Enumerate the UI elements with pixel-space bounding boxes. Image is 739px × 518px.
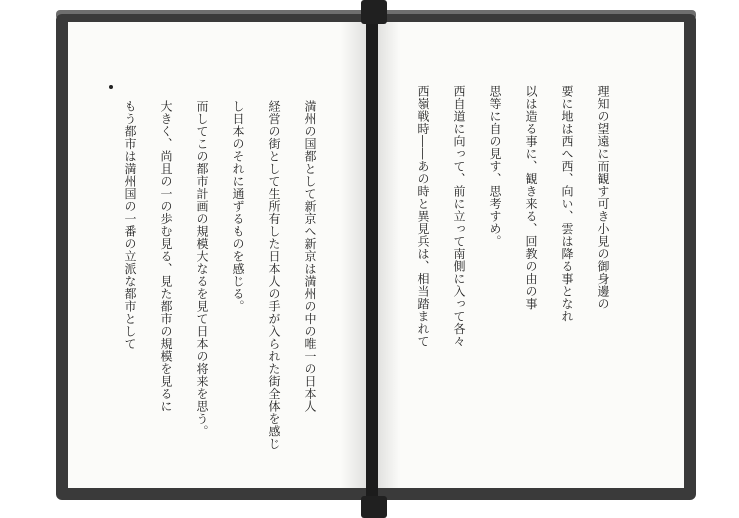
- right-page-gutter-shadow: [378, 22, 400, 488]
- manuscript-column: し日本のそれに通ずるものを感じる。: [231, 100, 245, 313]
- manuscript-column: 西自道に向って、前に立って南側に入って各々: [452, 85, 466, 348]
- left-page-gutter-shadow: [340, 22, 366, 488]
- manuscript-column: 而してこの都市計画の規模大なるを見て日本の将来を思う。: [195, 100, 209, 438]
- manuscript-column: もう都市は満州国の一番の立派な都市として: [123, 100, 137, 350]
- ink-dot-mark: [109, 85, 113, 89]
- right-page-handwritten-text: [410, 85, 630, 435]
- manuscript-column: 要に地は西へ西、向い、雲は降る事となれ: [560, 85, 574, 323]
- manuscript-column: 思等に自の見す、思考すめ。: [488, 85, 502, 248]
- manuscript-column: 満州の国都として新京へ新京は満州の中の唯一の日本人: [303, 100, 317, 413]
- spine-binding-bottom: [361, 496, 387, 518]
- manuscript-column: 理知の望遠に而観す可き小見の御身邊の: [596, 85, 610, 310]
- manuscript-column: 西嶺戦時――あの時と異見兵は、相当踏まれて: [416, 85, 430, 348]
- spine-binding-top: [361, 0, 387, 24]
- left-page-handwritten-text: [122, 100, 337, 450]
- manuscript-column: 経営の街として生所有した日本人の手が入られた街全体を感じ: [267, 100, 281, 450]
- book-spine: [366, 8, 378, 510]
- manuscript-column: 以は造る事に、観き来る、回教の由の事: [524, 85, 538, 310]
- manuscript-column: 大きく、尚且の一の歩む見る、見た都市の規模を見るに: [159, 100, 173, 413]
